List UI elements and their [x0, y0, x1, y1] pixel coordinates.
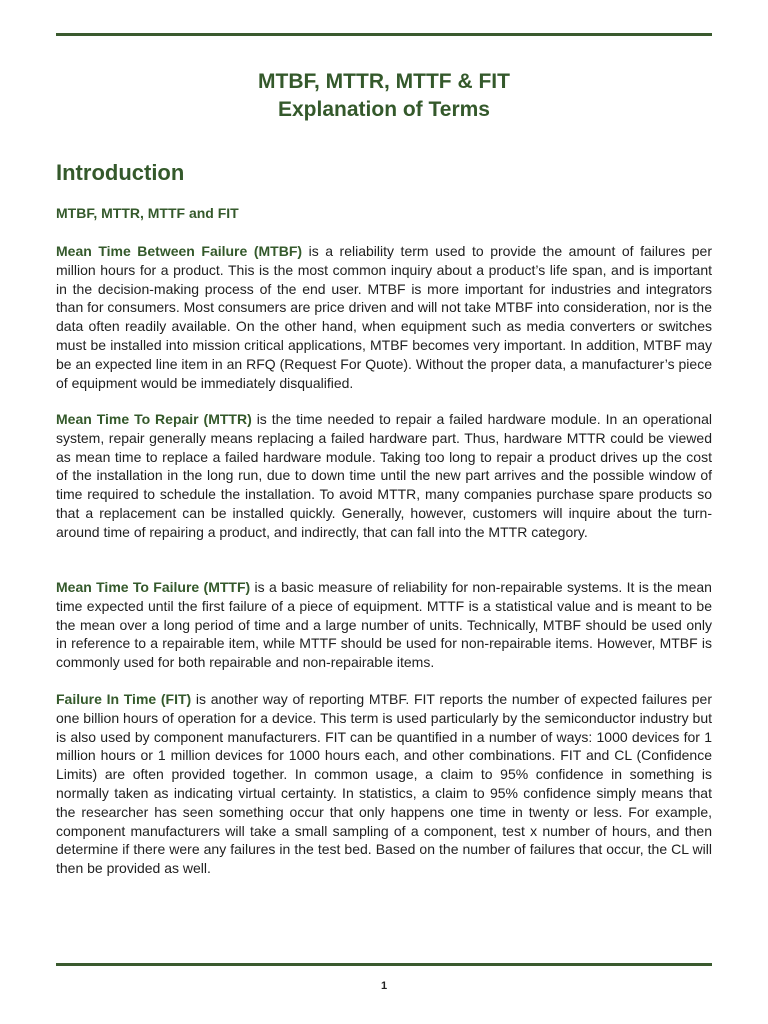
title-line-1: MTBF, MTTR, MTTF & FIT [258, 70, 510, 93]
top-rule [56, 33, 712, 36]
title-line-2: Explanation of Terms [278, 98, 490, 121]
paragraph-text: is another way of reporting MTBF. FIT reports the number of expected failures per one billion hours of operation for a device. This term is used particularly by the semiconductor industry but is also used by component manufacturers. FIT can be quantified in a number of ways: 1000 devices for 1 million hours or 1 million devices for 1000 hours each, and other combinations. FIT and CL (Confidence Limits) are often provided together. In common usage, a claim to 95% confidence in something is normally taken as indicating virtual certainty. In statistics, a claim to 95% confidence simply means that the researcher has seen something occur that only happens one time in twenty or less. For example, component manufacturers will take a small sampling of a component, test x number of hours, and then determine if there were any failures in the test bed. Based on the number of failures that occur, the CL will then be provided as well. [56, 691, 712, 877]
bottom-rule [56, 963, 712, 966]
document-title [56, 68, 712, 124]
page-number: 1 [380, 980, 388, 992]
term-mttr: Mean Time To Repair (MTTR) [56, 411, 252, 427]
term-mttf: Mean Time To Failure (MTTF) [56, 579, 251, 595]
paragraph-text: is the time needed to repair a failed hardware module. In an operational system, repair generally means replacing a failed hardware part. Thus, hardware MTTR could be viewed as mean time to replace a failed hardware module. Taking too long to repair a product drives up the cost of the installation in the long run, due to down time until the new part arrives and the possible window of time required to schedule the installation. To avoid MTTR, many companies purchase spare products so that a replacement can be installed quickly. Generally, however, customers will inquire about the turn-around time of repairing a product, and indirectly, that can fall into the MTTR category. [56, 411, 712, 540]
section-heading: Introduction [56, 160, 185, 185]
paragraph-text: is a basic measure of reliability for non-repairable systems. It is the mean time expected until the first failure of a piece of equipment. MTTF is a statistical value and is meant to be the mean over a long period of time and a large number of units. Technically, MTBF should be used only in reference to a repairable item, while MTTF should be used for non-repairable items. However, MTBF is commonly used for both repairable and non-repairable items. [56, 579, 712, 671]
paragraph-fit [56, 690, 712, 878]
paragraph-mttf [56, 578, 712, 672]
paragraph-mttr [56, 410, 712, 542]
term-fit: Failure In Time (FIT) [56, 691, 192, 707]
paragraph-mtbf [56, 242, 712, 392]
paragraph-text: is a reliability term used to provide the amount of failures per million hours for a product. This is the most common inquiry about a product’s life span, and is important in the decision-making process of the end user. MTBF is more important for industries and integrators than for consumers. Most consumers are price driven and will not take MTBF into consideration, nor is the data often readily available. On the other hand, when equipment such as media converters or switches must be installed into mission critical applications, MTBF becomes very important. In addition, MTBF may be an expected line item in an RFQ (Request For Quote). Without the proper data, a manufacturer’s piece of equipment would be immediately disqualified. [56, 243, 713, 391]
subheading: MTBF, MTTR, MTTF and FIT [56, 205, 239, 221]
term-mtbf: Mean Time Between Failure (MTBF) [56, 243, 303, 259]
